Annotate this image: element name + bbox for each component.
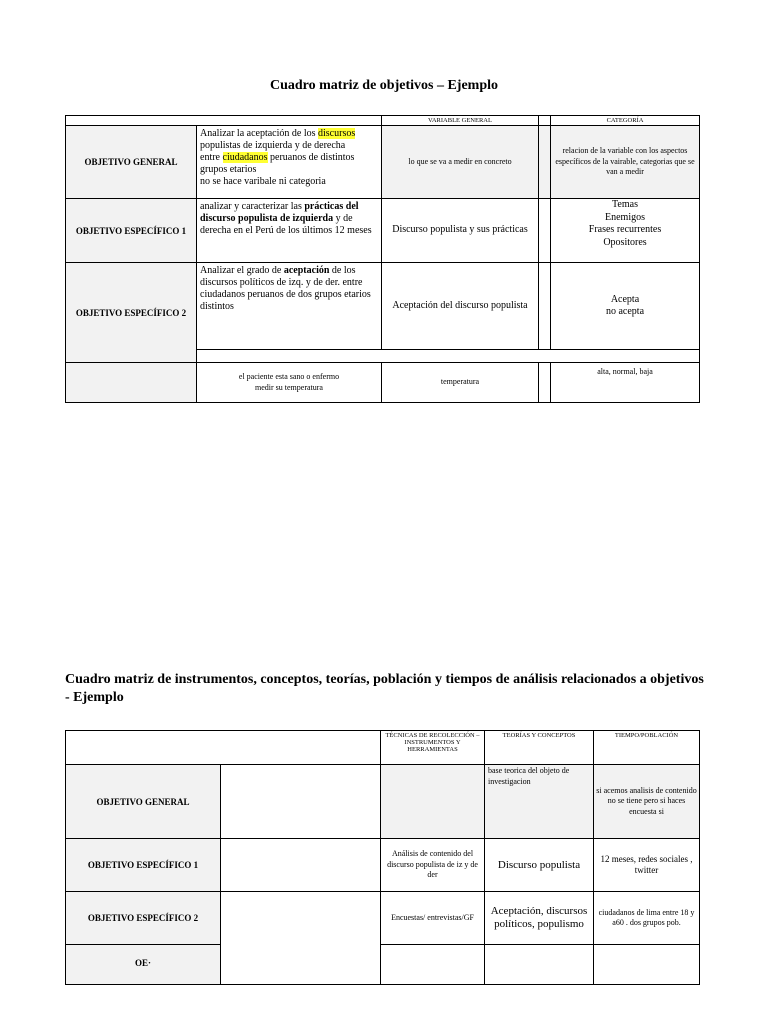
objetivo-especifico-2-text: Analizar el grado de aceptación de los discursos políticos de izq. y de der. entre ciudadanos peruanos de dos grupos etarios distintos (197, 263, 382, 350)
highlight-ciudadanos: ciudadanos (222, 152, 268, 163)
oe-tecnicas (381, 945, 485, 985)
objetivo-especifico-2-content (221, 892, 381, 985)
objetivo-especifico-1-teorias: Discurso populista (485, 839, 594, 892)
objetivo-general-tiempo: si acemos analisis de contenido no se tiene pero si haces encuesta si (594, 765, 700, 839)
objetivo-especifico-2-tecnicas: Encuestas/ entrevistas/GF (381, 892, 485, 945)
highlight-discursos: discursos (318, 128, 356, 139)
objetivo-especifico-2-label: OBJETIVO ESPECÍFICO 2 (66, 263, 197, 363)
header-empty-cell (66, 731, 381, 765)
matriz-objetivos-table (65, 115, 700, 403)
header-tecnicas: TÉCNICAS DE RECOLECCIÓN – INSTRUMENTOS Y HERRAMIENTAS (381, 731, 485, 765)
page-title-objetivos: Cuadro matriz de objetivos – Ejemplo (270, 78, 498, 93)
objetivo-general-text: Analizar la aceptación de los discursos populistas de izquierda y de derecha entre ciudadanos peruanos de distintos grupos etarios no se hace varibale ni categoria (197, 126, 382, 199)
spacer-cell (539, 199, 551, 263)
objetivo-general-content (221, 765, 381, 839)
empty-row-cell (197, 350, 700, 363)
header-tiempo: TIEMPO/POBLACIÓN (594, 731, 700, 765)
objetivo-general-variable: lo que se va a medir en concreto (382, 126, 539, 199)
objetivo-general-tecnicas (381, 765, 485, 839)
oe-tiempo (594, 945, 700, 985)
oe-label: OE· (66, 945, 221, 985)
objetivo-especifico-1-label: OBJETIVO ESPECÍFICO 1 (66, 839, 221, 892)
page-title-instrumentos: Cuadro matriz de instrumentos, conceptos, teorías, población y tiempos de análisis relacionados a objetivos - Ejemplo (65, 672, 704, 705)
objetivo-especifico-2-variable: Aceptación del discurso populista (382, 263, 539, 350)
objetivo-general-teorias: base teorica del objeto de investigacion (485, 765, 594, 839)
objetivo-especifico-1-text: analizar y caracterizar las prácticas del discurso populista de izquierda y de derecha en el Perú de los últimos 12 meses (197, 199, 382, 263)
objetivo-especifico-2-teorias: Aceptación, discursos políticos, populismo (485, 892, 594, 945)
oe-teorias (485, 945, 594, 985)
objetivo-especifico-1-label: OBJETIVO ESPECÍFICO 1 (66, 199, 197, 263)
objetivo-especifico-1-categorias: Temas Enemigos Frases recurrentes Opositores (551, 199, 700, 263)
spacer-cell (539, 263, 551, 350)
objetivo-especifico-1-variable: Discurso populista y sus prácticas (382, 199, 539, 263)
spacer-cell (539, 363, 551, 403)
matriz-instrumentos-table (65, 730, 700, 985)
spacer-cell (539, 126, 551, 199)
objetivo-general-label: OBJETIVO GENERAL (66, 126, 197, 199)
extra-row-text: el paciente esta sano o enfermo medir su temperatura (197, 363, 382, 403)
objetivo-general-categoria: relacion de la variable con los aspectos específicos de la vairable, categorias que se van a medir (551, 126, 700, 199)
header-teorias: TEORÍAS Y CONCEPTOS (485, 731, 594, 765)
objetivo-especifico-1-content (221, 839, 381, 892)
extra-row-categoria: alta, normal, baja (551, 363, 700, 403)
header-spacer-cell (539, 116, 551, 126)
objetivo-especifico-1-tiempo: 12 meses, redes sociales , twitter (594, 839, 700, 892)
objetivo-especifico-2-label: OBJETIVO ESPECÍFICO 2 (66, 892, 221, 945)
header-variable-general: VARIABLE GENERAL (382, 116, 539, 126)
header-empty-cell (66, 116, 382, 126)
extra-row-label (66, 363, 197, 403)
extra-row-variable: temperatura (382, 363, 539, 403)
objetivo-especifico-2-categorias: Acepta no acepta (551, 263, 700, 350)
objetivo-general-label: OBJETIVO GENERAL (66, 765, 221, 839)
header-categoria: CATEGORÍA (551, 116, 700, 126)
objetivo-especifico-2-tiempo: ciudadanos de lima entre 18 y a60 . dos grupos pob. (594, 892, 700, 945)
objetivo-especifico-1-tecnicas: Análisis de contenido del discurso populista de iz y de der (381, 839, 485, 892)
